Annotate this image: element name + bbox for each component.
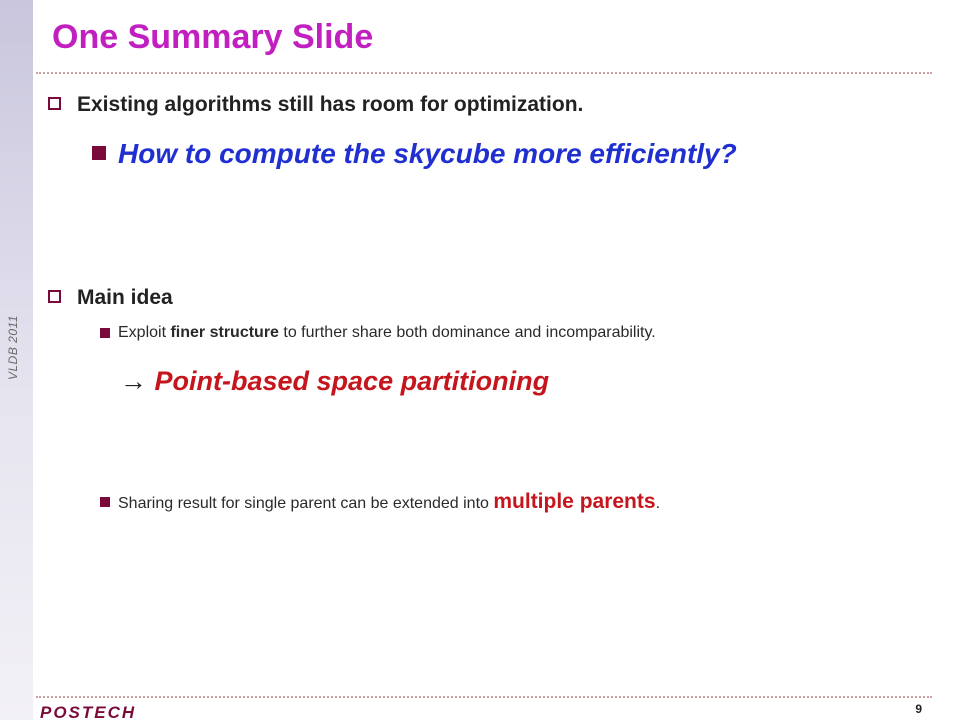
sub-bullet-question: How to compute the skycube more efficiently? <box>118 138 737 169</box>
bullet-text: Main idea <box>77 286 173 309</box>
sub-bullet-exploit <box>118 324 656 342</box>
square-bullet-icon <box>100 328 110 338</box>
emphasis-text: multiple parents <box>493 490 656 513</box>
arrow-icon: → <box>120 366 147 396</box>
sub-bullet-text-prefix: Exploit <box>118 324 171 341</box>
page-number: 9 <box>915 702 922 716</box>
postech-logo: POSTECH <box>40 703 137 722</box>
bullet-existing-algorithms <box>48 93 583 117</box>
slide-title: One Summary Slide <box>52 18 374 56</box>
bullet-main-idea <box>48 286 173 310</box>
sub-bullet-text-suffix: to further share both dominance and incomparability. <box>278 324 656 341</box>
square-bullet-icon <box>100 497 110 507</box>
footer-divider <box>36 696 932 698</box>
checkbox-bullet-icon <box>48 290 61 303</box>
bullet-text: Existing algorithms still has room for optimization. <box>77 93 584 116</box>
title-divider <box>36 72 932 74</box>
conference-label: VLDB 2011 <box>6 315 20 380</box>
checkbox-bullet-icon <box>48 97 61 110</box>
sub-bullet-text-prefix: Sharing result for single parent can be extended into <box>118 495 494 512</box>
square-bullet-icon <box>92 146 106 160</box>
sub-bullet-bold-text: finer structure <box>170 324 279 341</box>
emphasis-text: Point-based space partitioning <box>154 366 550 396</box>
sub-bullet-text-suffix: . <box>655 495 661 512</box>
sub-bullet-sharing-result <box>118 490 660 514</box>
point-based-partitioning-line <box>120 366 549 397</box>
